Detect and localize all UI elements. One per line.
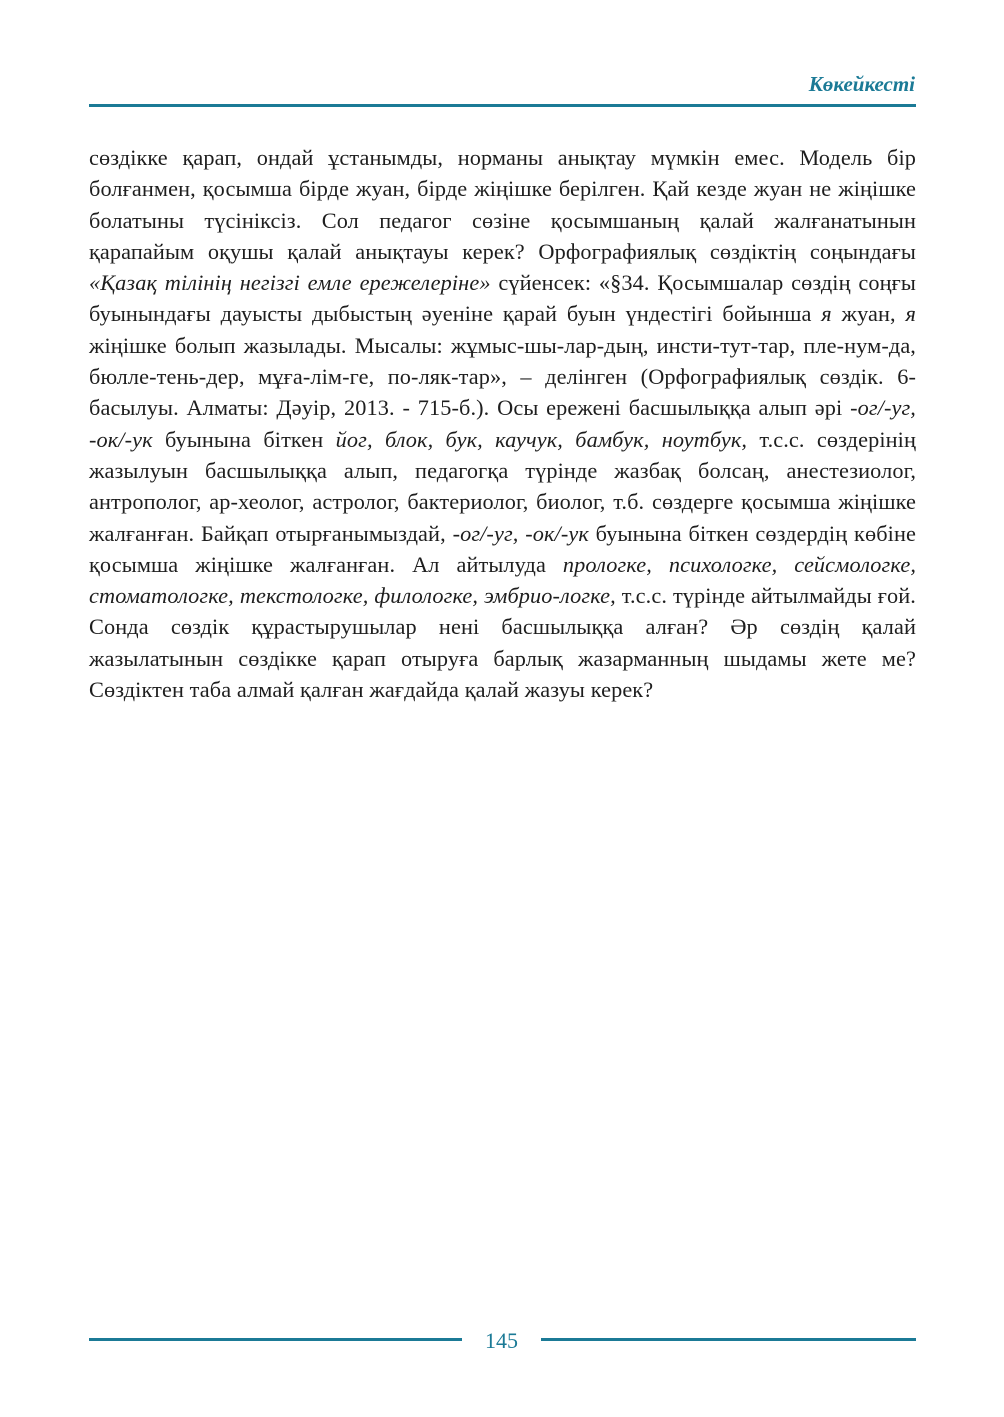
italic-run: -ог/-уг, -ок/-ук bbox=[452, 520, 589, 546]
italic-run: «Қазақ тілінің негізгі емле ережелеріне» bbox=[89, 270, 491, 296]
italic-run: я bbox=[905, 301, 916, 327]
footer-divider-right bbox=[541, 1338, 916, 1341]
body-paragraph bbox=[89, 142, 916, 705]
italic-run: -ог/-уг, -ок/-ук bbox=[89, 395, 916, 452]
header-divider bbox=[89, 104, 916, 107]
italic-run: я bbox=[821, 301, 832, 327]
text-run: жуан, bbox=[831, 301, 906, 327]
text-run: жіңішке болып жазылады. Мысалы: жұмыс-шы-лар-дың, инсти-тут-тар, пле-нум-да, бюлле-тень-дер, мұға-лім-ге, по-ляк-тар», – делінген (Орфографиялық сөздік. 6-басылуы. Алматы: Дәуір, 2013. - 715-б.). Осы ережені басшылыққа алып әрі bbox=[89, 332, 916, 421]
text-run: т.с.с. түрінде айтылмайды ғой. Сонда сөздік құрастырушылар нені басшылыққа алған? Әр сөздің қалай жазылатынын сөздікке қарап отыруға барлық жазарманның шыдамы жете ме? Сөздіктен таба алмай қалған жағдайда қалай жазуы керек? bbox=[89, 583, 916, 703]
text-run: буынына біткен сөздердің көбіне қосымша жіңішке жалғанған. Ал айтылуда bbox=[89, 520, 916, 577]
running-title: Көкейкесті bbox=[808, 72, 915, 96]
text-run: т.с.с. сөздерінің жазылуын басшылыққа алып, педагогқа түрінде жазбақ болсаң, анестезиолог, антрополог, ар-хеолог, астролог, бактериолог, биолог, т.б. сөздерге қосымша жіңішке жалғанған. Байқап отырғанымыздай, bbox=[89, 426, 916, 546]
footer-divider-left bbox=[89, 1338, 462, 1341]
italic-run: прологке, психологке, сейсмологке, стоматологке, текстологке, филологке, эмбрио-логке, bbox=[89, 551, 916, 609]
italic-run: йог, блок, бук, каучук, бамбук, ноутбук, bbox=[335, 426, 748, 452]
text-run: сүйенсек: «§34. Қосымшалар сөздің соңғы буынындағы дауысты дыбыстың әуеніне қарай буын үндестігі бойынша bbox=[89, 270, 916, 327]
text-run: сөздікке қарап, ондай ұстанымды, норманы анықтау мүмкін емес. Модель бір болғанмен, қосымша бірде жуан, бірде жіңішке берілген. Қай кезде жуан не жіңішке болатыны түсініксіз. Сол педагог сөзіне қосымшаның қалай жалғанатынын қарапайым оқушы қалай анықтауы керек? Орфографиялық сөздіктің соңындағы bbox=[89, 145, 916, 264]
page-number: 145 bbox=[485, 1328, 518, 1353]
text-run: буынына біткен bbox=[152, 426, 336, 452]
